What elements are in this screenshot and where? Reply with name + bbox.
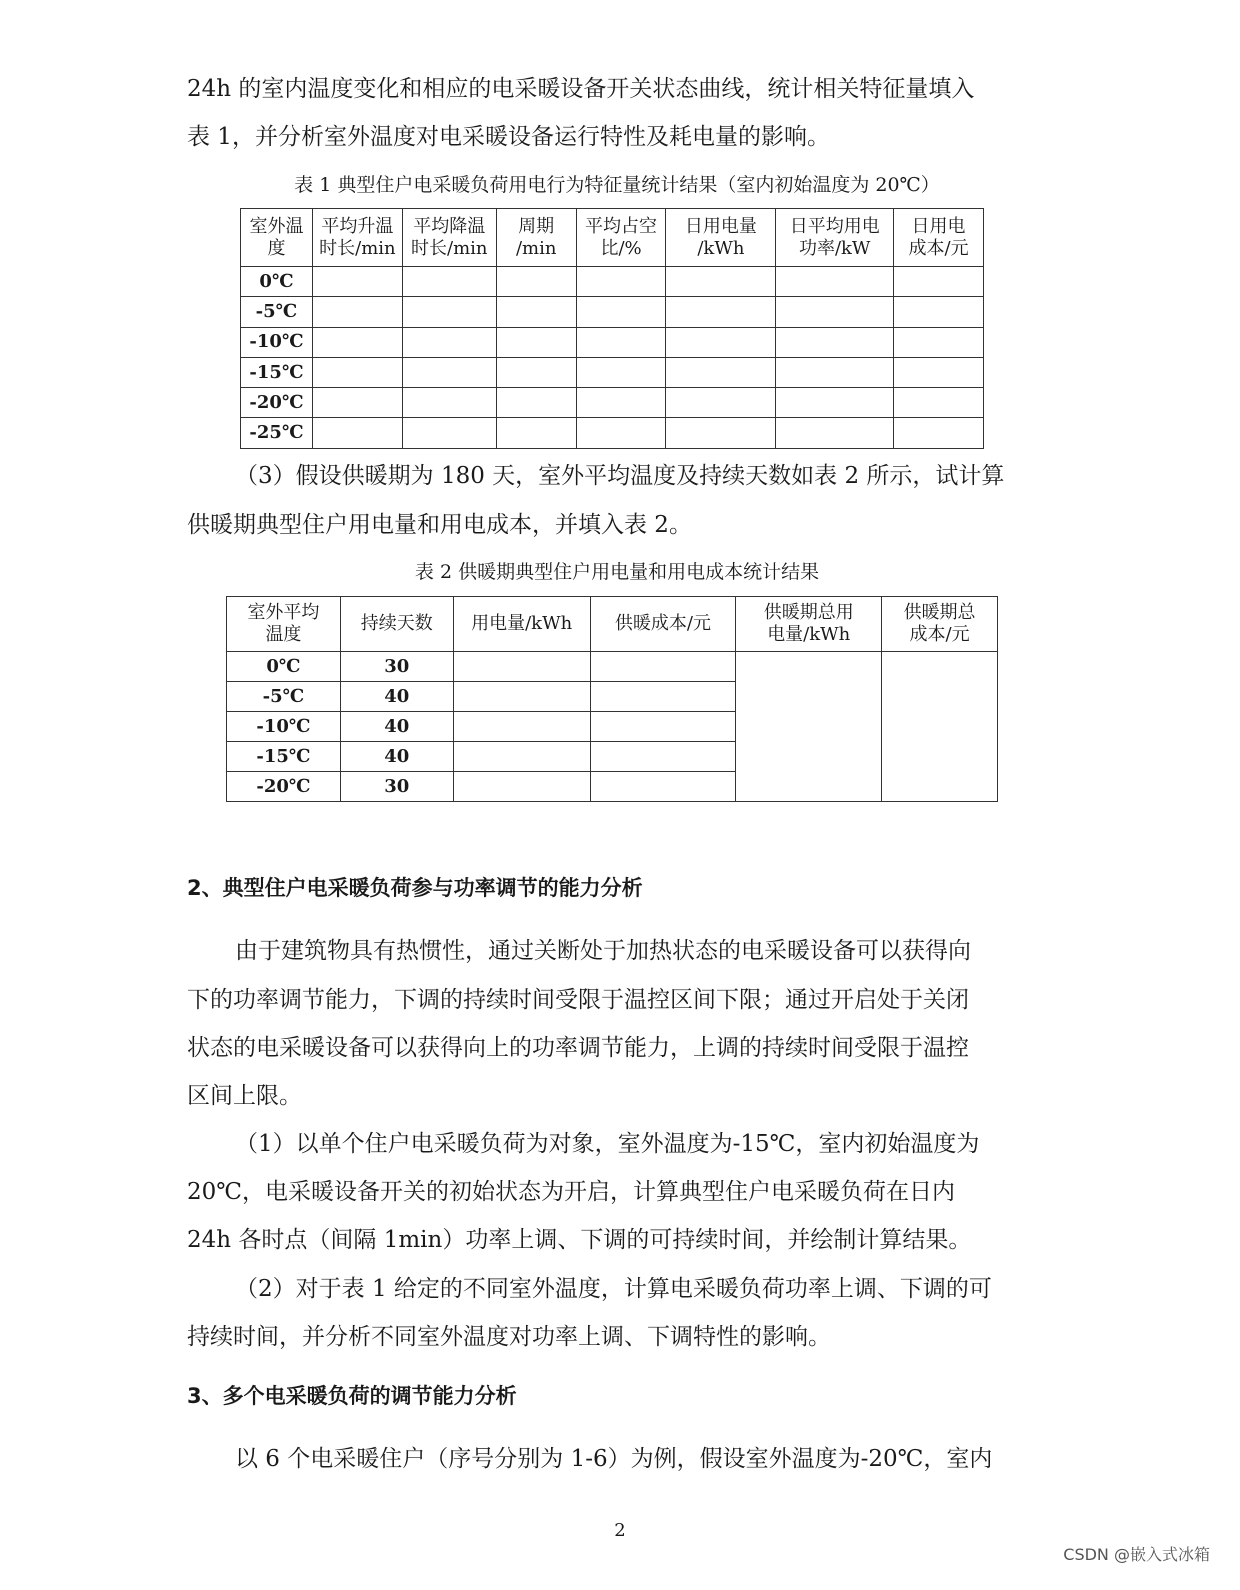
table1-empty-cell <box>666 267 776 297</box>
table1-empty-cell <box>402 357 496 387</box>
table1-empty-cell <box>402 388 496 418</box>
table1-empty-cell <box>312 267 402 297</box>
table1-empty-cell <box>894 357 984 387</box>
s2-p3-line-1: （2）对于表 1 给定的不同室外温度，计算电采暖负荷功率上调、下调的可 <box>235 1276 992 1302</box>
table1-header-text: 日平均用电 <box>789 215 880 237</box>
table1-header-text: 比/% <box>600 237 642 259</box>
table2-empty-cell <box>590 682 736 712</box>
intro-line-2: 表 1，并分析室外温度对电采暖设备运行特性及耗电量的影响。 <box>187 124 830 150</box>
table1-empty-cell <box>496 297 576 327</box>
table1-empty-cell <box>496 418 576 448</box>
table1-header-text: 日用电量 <box>684 215 757 237</box>
table1-empty-cell <box>312 327 402 357</box>
table2-header-text: 供暖期总用 <box>763 602 854 623</box>
table1-header-text: 平均升温 <box>321 215 394 237</box>
page-number: 2 <box>614 1520 626 1541</box>
watermark: CSDN @嵌入式冰箱 <box>1063 1545 1210 1564</box>
table2-days-cell: 40 <box>340 712 453 742</box>
table2-header-text: 供暖期总 <box>903 602 976 623</box>
table1-header-cell <box>666 209 776 267</box>
table2-header-cell <box>340 597 453 652</box>
table1-header-cell <box>776 209 894 267</box>
table2-caption: 表 2 供暖期典型住户用电量和用电成本统计结果 <box>414 561 820 583</box>
table1-header-cell <box>894 209 984 267</box>
para3-line-2: 供暖期典型住户用电量和用电成本，并填入表 2。 <box>187 512 692 538</box>
table2-days-cell: 30 <box>340 772 453 802</box>
table2-days-cell: 40 <box>340 742 453 772</box>
table1-empty-cell <box>776 267 894 297</box>
table1-header-text: 平均占空 <box>585 215 658 237</box>
table1-empty-cell <box>776 297 894 327</box>
table2-row <box>227 652 998 682</box>
section3-heading: 3、多个电采暖负荷的调节能力分析 <box>187 1384 517 1408</box>
table2-empty-cell <box>590 652 736 682</box>
table2 <box>226 596 998 802</box>
table1-empty-cell <box>666 418 776 448</box>
table1-empty-cell <box>576 357 666 387</box>
table2-days-cell: 40 <box>340 682 453 712</box>
intro-line-1: 24h 的室内温度变化和相应的电采暖设备开关状态曲线，统计相关特征量填入 <box>187 76 975 102</box>
table1-header-cell <box>241 209 313 267</box>
table1-empty-cell <box>576 327 666 357</box>
table1-empty-cell <box>776 418 894 448</box>
table1-header-text: 时长/min <box>319 237 396 259</box>
table2-header-cell <box>453 597 590 652</box>
table1-empty-cell <box>894 418 984 448</box>
table1-row <box>241 357 984 387</box>
table2-header-cell <box>736 597 882 652</box>
table1-header-cell <box>496 209 576 267</box>
table2-empty-cell <box>590 772 736 802</box>
table1-header-text: 功率/kW <box>798 237 871 259</box>
table2-header-text: 温度 <box>265 624 302 645</box>
table1-empty-cell <box>402 297 496 327</box>
table2-merged-total-cell <box>736 652 882 802</box>
table2-header-text: 供暖成本/元 <box>614 613 711 634</box>
table2-temp-cell: 0℃ <box>227 652 341 682</box>
table2-temp-cell: -10℃ <box>227 712 341 742</box>
table1-empty-cell <box>496 357 576 387</box>
table2-temp-cell: -5℃ <box>227 682 341 712</box>
table2-header-text: 持续天数 <box>360 613 433 634</box>
s2-p1-line-2: 下的功率调节能力，下调的持续时间受限于温控区间下限；通过开启处于关闭 <box>187 987 969 1013</box>
table1-temp-cell: -5℃ <box>241 297 313 327</box>
table2-empty-cell <box>590 742 736 772</box>
table1-header-text: 成本/元 <box>908 237 969 259</box>
table1-header-text: 周期 <box>518 215 555 237</box>
s2-p2-line-3: 24h 各时点（间隔 1min）功率上调、下调的可持续时间，并绘制计算结果。 <box>187 1227 972 1253</box>
table1-header-text: /min <box>515 237 557 259</box>
table1-empty-cell <box>496 327 576 357</box>
table2-header-text: 电量/kWh <box>767 624 851 645</box>
s2-p3-line-2: 持续时间，并分析不同室外温度对功率上调、下调特性的影响。 <box>187 1324 831 1350</box>
table2-temp-cell: -15℃ <box>227 742 341 772</box>
table2-header-text: 用电量/kWh <box>471 613 573 634</box>
s2-p1-line-3: 状态的电采暖设备可以获得向上的功率调节能力，上调的持续时间受限于温控 <box>187 1035 969 1061</box>
table1-row <box>241 297 984 327</box>
s2-p2-line-1: （1）以单个住户电采暖负荷为对象，室外温度为-15℃，室内初始温度为 <box>235 1131 980 1157</box>
table2-header-text: 室外平均 <box>247 602 320 623</box>
table2-header-text: 成本/元 <box>909 624 970 645</box>
table2-empty-cell <box>453 772 590 802</box>
table1-caption: 表 1 典型住户电采暖负荷用电行为特征量统计结果（室内初始温度为 20℃） <box>294 174 940 196</box>
table1-empty-cell <box>894 267 984 297</box>
table2-header-cell <box>590 597 736 652</box>
table1-empty-cell <box>666 327 776 357</box>
section2-heading: 2、典型住户电采暖负荷参与功率调节的能力分析 <box>187 876 643 900</box>
table2-temp-cell: -20℃ <box>227 772 341 802</box>
table1-temp-cell: -10℃ <box>241 327 313 357</box>
table1-temp-cell: -15℃ <box>241 357 313 387</box>
table2-empty-cell <box>453 712 590 742</box>
table1-empty-cell <box>496 267 576 297</box>
table1-temp-cell: -25℃ <box>241 418 313 448</box>
s2-p2-line-2: 20℃，电采暖设备开关的初始状态为开启，计算典型住户电采暖负荷在日内 <box>187 1179 955 1205</box>
table1-empty-cell <box>576 267 666 297</box>
table1-empty-cell <box>402 267 496 297</box>
table1-header-row <box>241 209 984 267</box>
para3-line-1: （3）假设供暖期为 180 天，室外平均温度及持续天数如表 2 所示，试计算 <box>235 463 1005 489</box>
table2-header-cell <box>882 597 998 652</box>
table1-empty-cell <box>776 388 894 418</box>
table1-empty-cell <box>576 418 666 448</box>
table1-empty-cell <box>312 388 402 418</box>
table1-header-cell <box>576 209 666 267</box>
table1-empty-cell <box>666 297 776 327</box>
table2-header-row <box>227 597 998 652</box>
table2-empty-cell <box>453 652 590 682</box>
table2-empty-cell <box>590 712 736 742</box>
table1-empty-cell <box>312 297 402 327</box>
table1-row <box>241 388 984 418</box>
table1-empty-cell <box>312 357 402 387</box>
table1-empty-cell <box>666 357 776 387</box>
table1-empty-cell <box>402 418 496 448</box>
table1-empty-cell <box>894 388 984 418</box>
table1-empty-cell <box>402 327 496 357</box>
table1 <box>240 208 984 449</box>
table1-empty-cell <box>776 327 894 357</box>
table1-header-text: 度 <box>267 237 286 259</box>
table1-temp-cell: 0℃ <box>241 267 313 297</box>
table1-header-text: 室外温 <box>249 215 304 237</box>
table2-empty-cell <box>453 742 590 772</box>
table1-header-cell <box>312 209 402 267</box>
table1-header-text: /kWh <box>697 237 745 259</box>
table1-empty-cell <box>666 388 776 418</box>
table1-empty-cell <box>312 418 402 448</box>
s2-p1-line-4: 区间上限。 <box>187 1083 302 1109</box>
table1-header-cell <box>402 209 496 267</box>
s2-p1-line-1: 由于建筑物具有热惯性，通过关断处于加热状态的电采暖设备可以获得向 <box>235 938 971 964</box>
table1-empty-cell <box>894 327 984 357</box>
table1-temp-cell: -20℃ <box>241 388 313 418</box>
table1-row <box>241 418 984 448</box>
table1-row <box>241 327 984 357</box>
table1-empty-cell <box>576 297 666 327</box>
table1-empty-cell <box>894 297 984 327</box>
table1-empty-cell <box>576 388 666 418</box>
table2-empty-cell <box>453 682 590 712</box>
table2-days-cell: 30 <box>340 652 453 682</box>
table1-row <box>241 267 984 297</box>
table1-header-text: 时长/min <box>411 237 488 259</box>
table1-header-text: 平均降温 <box>413 215 486 237</box>
table2-header-cell <box>227 597 341 652</box>
table2-merged-total-cell <box>882 652 998 802</box>
table1-header-text: 日用电 <box>911 215 966 237</box>
table1-empty-cell <box>496 388 576 418</box>
s3-p1-line-1: 以 6 个电采暖住户（序号分别为 1-6）为例，假设室外温度为-20℃，室内 <box>235 1446 993 1472</box>
table1-empty-cell <box>776 357 894 387</box>
